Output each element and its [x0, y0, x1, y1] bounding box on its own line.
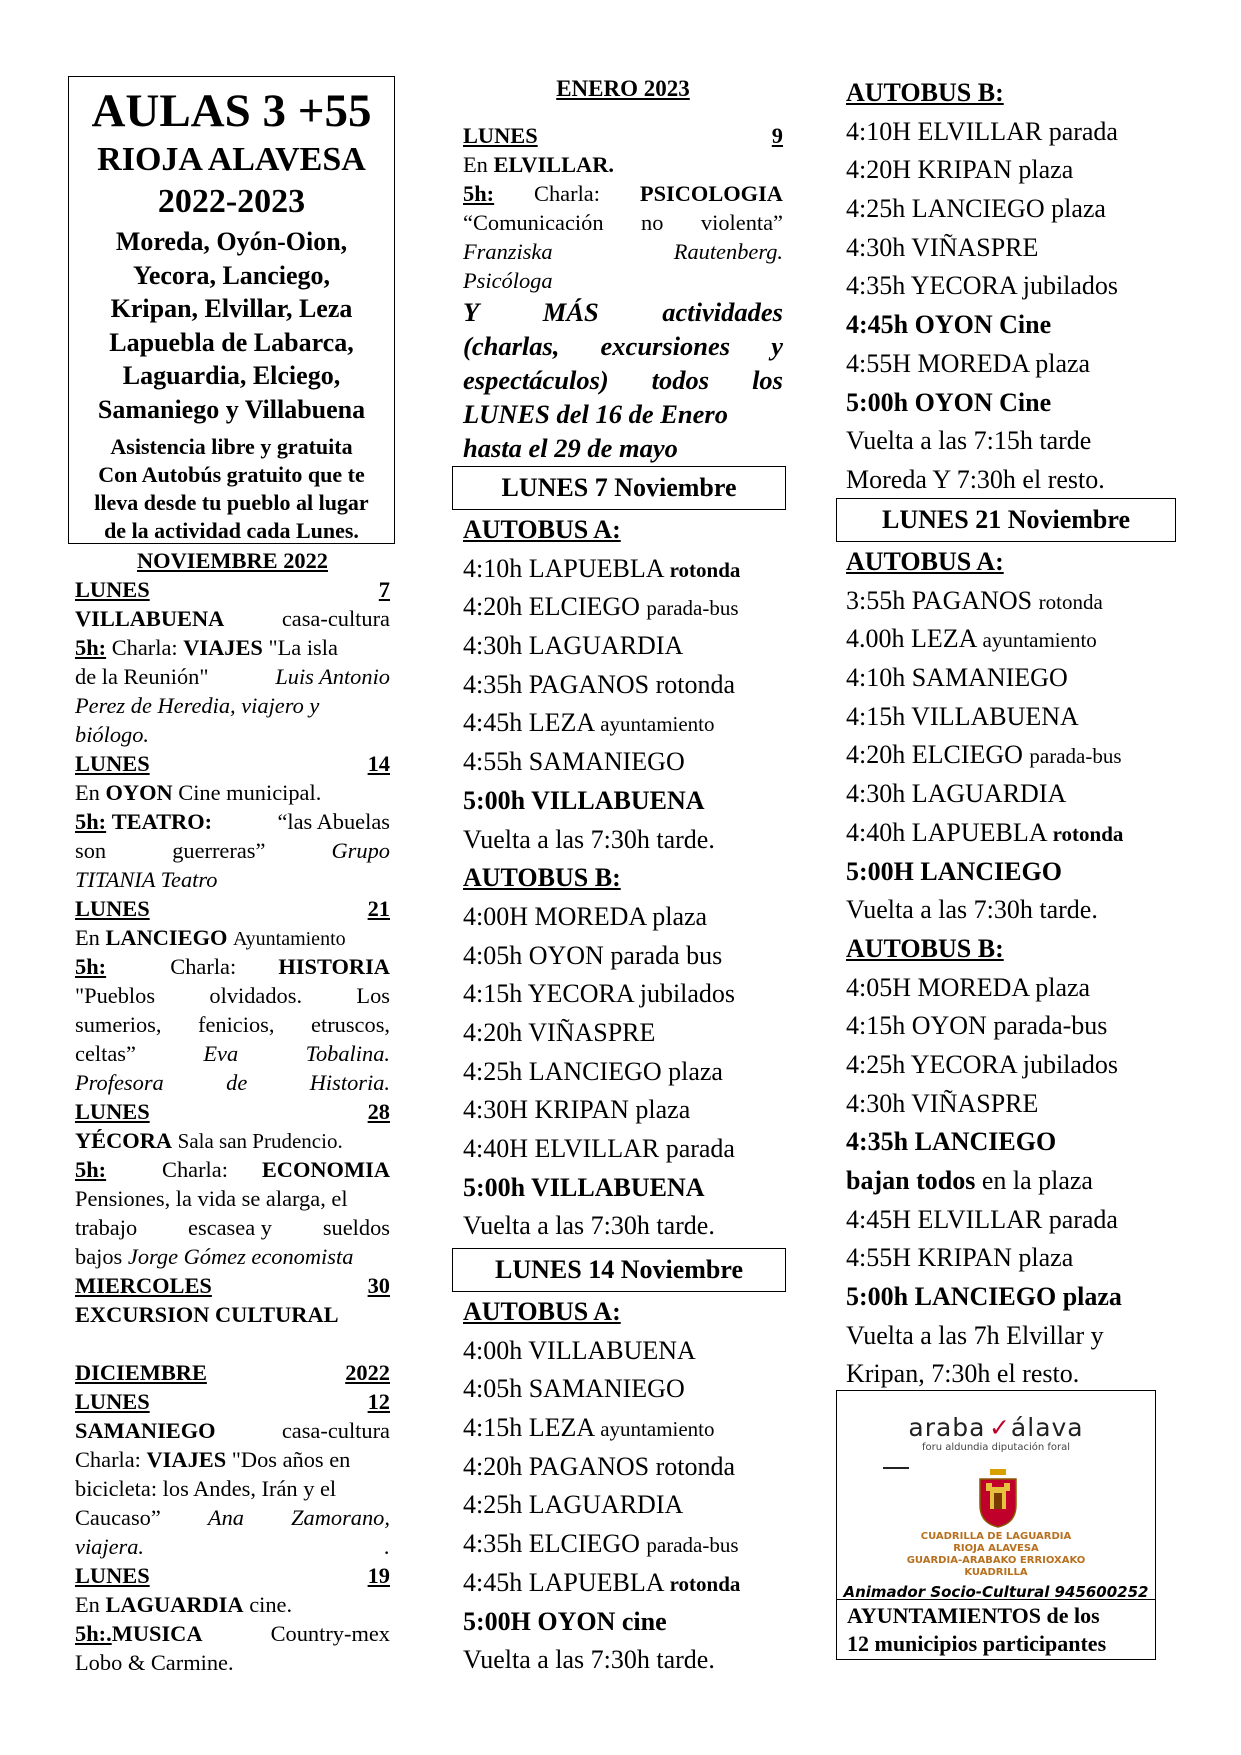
- day-box-lunes-14: LUNES 14 Noviembre: [452, 1248, 786, 1292]
- bus-stop: 4:10h LAPUEBLA rotonda: [463, 553, 741, 583]
- logo-tagline: foru aldundia diputación foral: [921, 1442, 1071, 1453]
- noviembre-section: NOVIEMBRE 2022 LUNES 7 VILLABUENA casa-cultura 5h: Charla: VIAJES "La isla de la Reunión" Luis Antonio Perez de Heredia, viajero y biólogo. LUNES 14 En OYON Cine municipal. 5h: TEATRO: “las Abuelas son guerreras” Grupo TITANIA Teatro LUNES 21 En LANCIEGO Ayuntamiento 5h: Charla: HISTORIA "Pueblos olvidados. Los sumerios, fenicios, etruscos, celtas” Eva Tobalina. Profesora de Historia. LUNES 28 YÉCORA Sala san Prudencio. 5h: Charla: ECONOMIA Pensiones, la vida se alarga, el trabajo escasea y sueldos bajos Jorge Gómez economista MIERCOLES 30 EXCURSION CULTURAL DICIEMBRE 2022 LUNES 12 SAMANIEGO casa-cultura Charla: VIAJES "Dos años en bicicleta: los Andes, Irán y el Caucaso” Ana Zamorano, viajera. . LUNES 19 En LAGUARDIA cine. 5h:.MUSICA Country-mex Lobo & Carmine.: [75, 548, 390, 1675]
- towns-list: Moreda, Oyón-Oion, Yecora, Lanciego, Kripan, Elvillar, Leza Lapuebla de Labarca, Laguardia, Elciego, Samaniego y Villabuena: [97, 227, 366, 424]
- bus-stop: 4:25h LAGUARDIA: [463, 1490, 684, 1520]
- lunes7-buses: AUTOBUS A: 4:10h LAPUEBLA rotonda 4:20h ELCIEGO parada-bus 4:30h LAGUARDIA 4:35h PAGANOS rotonda 4:45h LEZA ayuntamiento 4:55h SAMANIEGO 5:00h VILLABUENA Vuelta a las 7:30h tarde. AUTOBUS B: 4:00H MOREDA plaza 4:05h OYON parada bus 4:15h YECORA jubilados 4:20h VIÑASPRE 4:25h LANCIEGO plaza 4:30H KRIPAN plaza 4:40H ELVILLAR parada 5:00h VILLABUENA Vuelta a las 7:30h tarde.: [463, 511, 783, 1246]
- event-topic: 5h: TEATRO: “las Abuelas: [75, 809, 390, 834]
- event-day: LUNES 14: [75, 751, 390, 776]
- bus-stop: 4:45h LEZA ayuntamiento: [463, 708, 715, 738]
- event-place: En LAGUARDIA cine.: [75, 1592, 293, 1617]
- event-day: LUNES 7: [75, 577, 390, 602]
- month-heading: ENERO 2023: [556, 76, 690, 101]
- bus-stop: 3:55h PAGANOS rotonda: [846, 585, 1103, 615]
- bus-return: Vuelta a las 7:30h tarde.: [463, 1211, 715, 1241]
- month-heading: DICIEMBRE 2022: [75, 1360, 390, 1385]
- bus-stop: 4:20h PAGANOS rotonda: [463, 1451, 736, 1481]
- bus-stop: 4:10H ELVILLAR parada: [846, 116, 1118, 146]
- bus-final-stop: 5:00H LANCIEGO: [846, 856, 1062, 886]
- araba-alava-logo: araba ✓álava: [908, 1413, 1084, 1442]
- bus-stop: 4:25h YECORA jubilados: [846, 1049, 1119, 1079]
- bus-stop: 4:30h VIÑASPRE: [846, 232, 1039, 262]
- day-box-lunes-7: LUNES 7 Noviembre: [452, 466, 786, 510]
- bus-final-stop: 5:00h VILLABUENA: [463, 1172, 705, 1202]
- event-place: En LANCIEGO Ayuntamiento: [75, 925, 346, 950]
- lunes14-bus-a: AUTOBUS A: 4:00h VILLABUENA 4:05h SAMANIEGO 4:15h LEZA ayuntamiento 4:20h PAGANOS rotonda 4:25h LAGUARDIA 4:35h ELCIEGO parada-bus 4:45h LAPUEBLA rotonda 5:00H OYON cine Vuelta a las 7:30h tarde.: [463, 1293, 783, 1680]
- bus-return: Vuelta a las 7:15h tarde: [846, 426, 1092, 456]
- bus-stop: 4:30H KRIPAN plaza: [463, 1095, 691, 1125]
- bus-stop: 4:20h ELCIEGO parada-bus: [846, 740, 1122, 770]
- bus-stop: 4:45h LAPUEBLA rotonda: [463, 1567, 741, 1597]
- bus-stop: 4:30h LAGUARDIA: [846, 779, 1067, 809]
- bus-stop: 4.00h LEZA ayuntamiento: [846, 624, 1097, 654]
- event-day: LUNES 12: [75, 1389, 390, 1414]
- event-topic: Charla: VIAJES "Dos años en: [75, 1447, 351, 1472]
- bus-return: Vuelta a las 7:30h tarde.: [463, 1645, 715, 1675]
- bus-stop: 4:25h LANCIEGO plaza: [463, 1056, 723, 1086]
- bus-final-stop: 5:00H OYON cine: [463, 1606, 667, 1636]
- contact-line: Animador Socio-Cultural 945600252: [843, 1583, 1149, 1601]
- bus-return: Vuelta a las 7:30h tarde.: [463, 824, 715, 854]
- event-topic: 5h: Charla: HISTORIA: [75, 954, 390, 979]
- event-topic: EXCURSION CULTURAL: [75, 1302, 339, 1327]
- event-place: SAMANIEGO casa-cultura: [75, 1418, 390, 1443]
- sponsor-logo-box: [836, 1390, 1156, 1600]
- years-title: 2022-2023: [157, 183, 306, 220]
- event-topic: 5h: Charla: PSICOLOGIA: [463, 181, 783, 206]
- bus-stop: 4:55H MOREDA plaza: [846, 348, 1091, 378]
- access-note: Asistencia libre y gratuita Con Autobús gratuito que te lleva desde tu pueblo al lugar de la actividad cada Lunes.: [94, 433, 369, 543]
- bus-return: Moreda Y 7:30h el resto.: [846, 464, 1105, 494]
- cuadrilla-text: CUADRILLA DE LAGUARDIA RIOJA ALAVESA GUARDIA-ARABAKO ERRIOXAKO KUADRILLA: [906, 1531, 1086, 1578]
- day-box-lunes-21: LUNES 21 Noviembre: [836, 498, 1176, 542]
- event-place: VILLABUENA casa-cultura: [75, 606, 390, 631]
- bus-stop: 4:40h LAPUEBLA rotonda: [846, 817, 1124, 847]
- bus-stop: 4:45H ELVILLAR parada: [846, 1204, 1118, 1234]
- bus-stop: 4:55h SAMANIEGO: [463, 747, 685, 777]
- bus-stop: 4:15h YECORA jubilados: [463, 979, 736, 1009]
- event-place: En ELVILLAR.: [463, 152, 614, 177]
- bus-stop: 4:20H KRIPAN plaza: [846, 155, 1074, 185]
- event-topic: 5h: Charla: VIAJES "La isla: [75, 635, 338, 660]
- enero-section: ENERO 2023 LUNES 9 En ELVILLAR. 5h: Charla: PSICOLOGIA “Comunicación no violenta” Franziska Rautenberg. Psicóloga Y MÁS actividades (charlas, excursiones y espectáculos) todos los LUNES del 16 de Enero hasta el 29 de mayo: [463, 76, 783, 463]
- dash-divider: [883, 1467, 909, 1469]
- bus-return: Vuelta a las 7h Elvillar y: [846, 1320, 1104, 1350]
- bus-stop: 4:35h PAGANOS rotonda: [463, 669, 736, 699]
- bus-stop: 4:15h LEZA ayuntamiento: [463, 1413, 715, 1443]
- event-topic: 5h: Charla: ECONOMIA: [75, 1157, 390, 1182]
- region-title: RIOJA ALAVESA: [97, 141, 366, 178]
- bus-stop: 4:30h LAGUARDIA: [463, 631, 684, 661]
- bus-final-stop: 5:00h OYON Cine: [846, 387, 1052, 417]
- bus-stop: 4:35h ELCIEGO parada-bus: [463, 1529, 739, 1559]
- bus-stop: 4:25h LANCIEGO plaza: [846, 194, 1106, 224]
- bus-final-stop: 5:00h VILLABUENA: [463, 785, 705, 815]
- bus-stop: 4:30h VIÑASPRE: [846, 1088, 1039, 1118]
- more-activities: Y MÁS actividades (charlas, excursiones y espectáculos) todos los LUNES del 16 de Enero hasta el 29 de mayo: [463, 297, 783, 463]
- bus-stop: 4:05h OYON parada bus: [463, 940, 723, 970]
- bus-stop: 4:10h SAMANIEGO: [846, 663, 1068, 693]
- bus-stop: 4:20h ELCIEGO parada-bus: [463, 592, 739, 622]
- event-day: LUNES 9: [463, 123, 783, 148]
- ayuntamientos-box: AYUNTAMIENTOS de los 12 municipios participantes: [836, 1600, 1156, 1660]
- event-place: YÉCORA Sala san Prudencio.: [75, 1128, 343, 1153]
- lunes21-buses: AUTOBUS A: 3:55h PAGANOS rotonda 4.00h LEZA ayuntamiento 4:10h SAMANIEGO 4:15h VILLABUENA 4:20h ELCIEGO parada-bus 4:30h LAGUARDIA 4:40h LAPUEBLA rotonda 5:00H LANCIEGO Vuelta a las 7:30h tarde. AUTOBUS B: 4:05H MOREDA plaza 4:15h OYON parada-bus 4:25h YECORA jubilados 4:30h VIÑASPRE 4:35h LANCIEGO bajan todos en la plaza 4:45H ELVILLAR parada 4:55H KRIPAN plaza 5:00h LANCIEGO plaza Vuelta a las 7h Elvillar y Kripan, 7:30h el resto.: [846, 543, 1191, 1394]
- bus-stop: 4:55H KRIPAN plaza: [846, 1243, 1074, 1273]
- bus-stop: 4:20h VIÑASPRE: [463, 1017, 656, 1047]
- event-day: MIERCOLES 30: [75, 1273, 390, 1298]
- bus-stop: 4:00H MOREDA plaza: [463, 901, 708, 931]
- bus-stop: 4:15h VILLABUENA: [846, 701, 1079, 731]
- bus-stop: 4:40H ELVILLAR parada: [463, 1134, 735, 1163]
- main-title: AULAS 3 +55: [91, 85, 372, 137]
- event-topic: 5h:.MUSICA Country-mex: [75, 1621, 390, 1646]
- crest-icon: [976, 1467, 1020, 1529]
- bus-stop: 4:00h VILLABUENA: [463, 1335, 696, 1365]
- event-day: LUNES 19: [75, 1563, 390, 1588]
- bus-return: Kripan, 7:30h el resto.: [846, 1359, 1080, 1389]
- event-day: LUNES 28: [75, 1099, 390, 1124]
- event-place: En OYON Cine municipal.: [75, 780, 322, 805]
- bus-stop: 4:45h OYON Cine: [846, 310, 1052, 340]
- bus-note: bajan todos en la plaza: [846, 1166, 1093, 1195]
- bus-stop: 4:05H MOREDA plaza: [846, 972, 1091, 1002]
- event-day: LUNES 21: [75, 896, 390, 921]
- lunes14-bus-b: AUTOBUS B: 4:10H ELVILLAR parada 4:20H KRIPAN plaza 4:25h LANCIEGO plaza 4:30h VIÑASPRE 4:35h YECORA jubilados 4:45h OYON Cine 4:55H MOREDA plaza 5:00h OYON Cine Vuelta a las 7:15h tarde Moreda Y 7:30h el resto.: [846, 74, 1191, 500]
- month-heading: NOVIEMBRE 2022: [137, 548, 328, 573]
- bus-return: Vuelta a las 7:30h tarde.: [846, 895, 1098, 925]
- title-box: [68, 76, 395, 544]
- bus-final-stop: 5:00h LANCIEGO plaza: [846, 1282, 1122, 1312]
- bus-stop: 4:05h SAMANIEGO: [463, 1374, 685, 1404]
- bus-stop: 4:35h YECORA jubilados: [846, 271, 1119, 301]
- bus-stop: 4:35h LANCIEGO: [846, 1127, 1057, 1157]
- bus-stop: 4:15h OYON parada-bus: [846, 1011, 1108, 1041]
